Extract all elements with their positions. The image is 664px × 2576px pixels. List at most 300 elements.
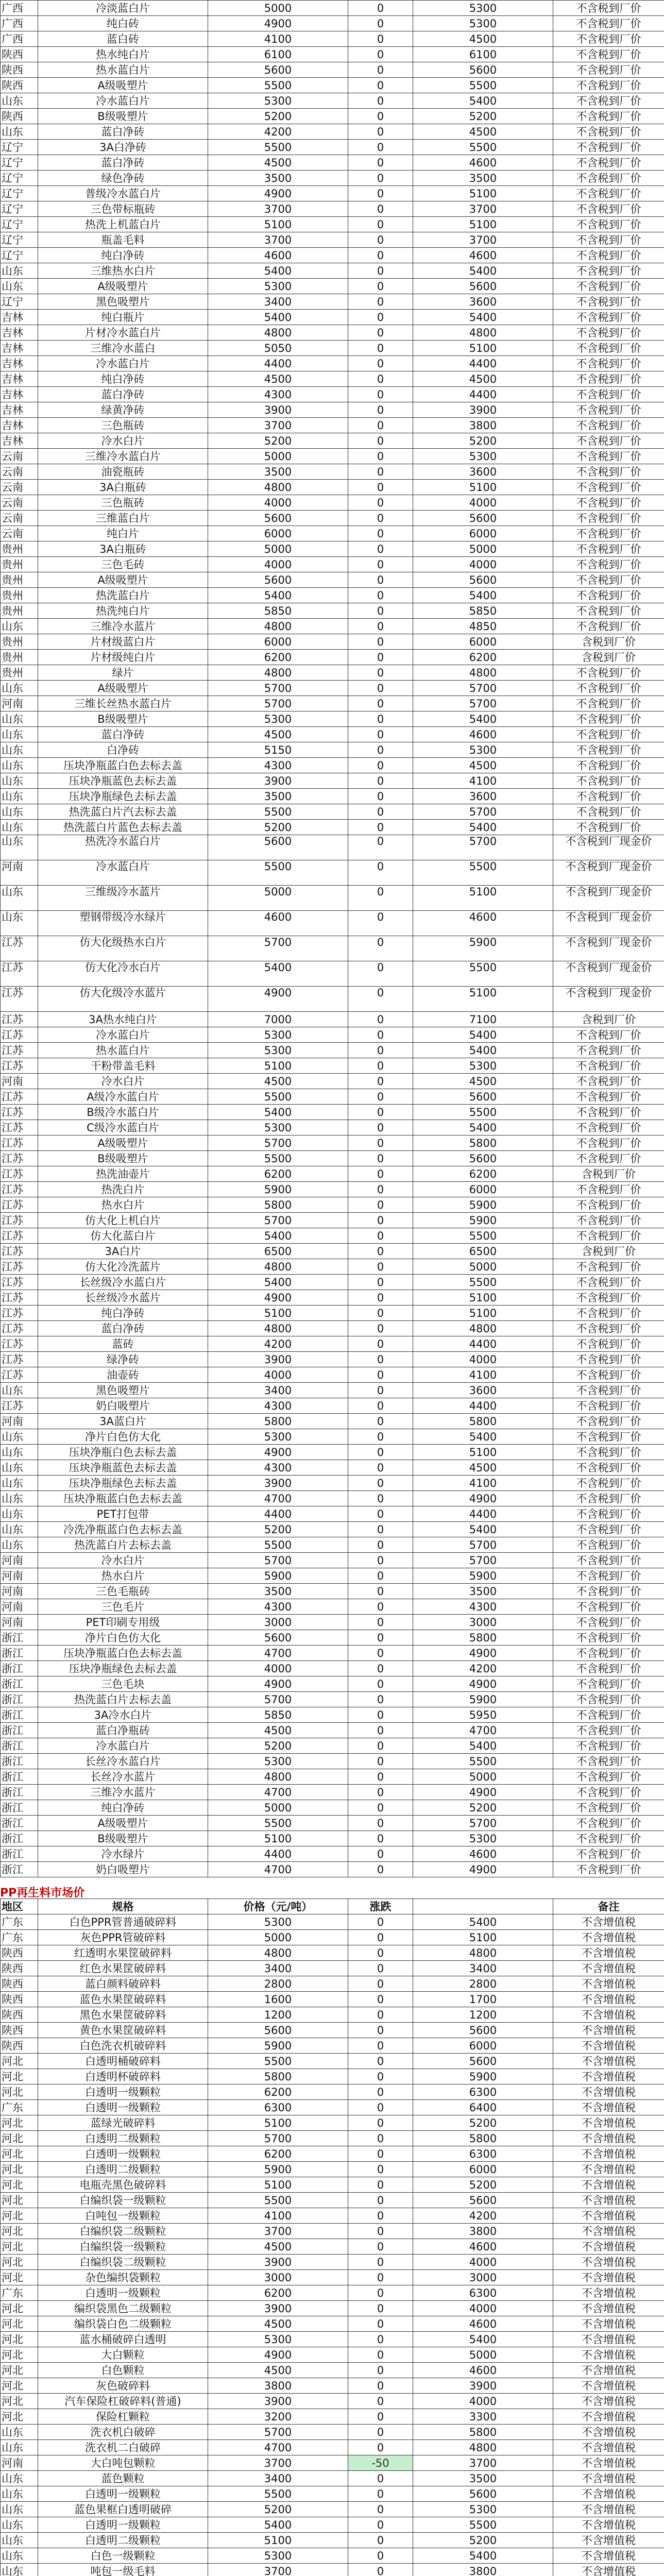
cell-region: 河北	[0, 2409, 38, 2425]
cell-note: 不含税到厂价	[553, 819, 664, 835]
cell-spec: 黄色水果筐破碎料	[38, 2022, 208, 2038]
cell-change: 0	[348, 2069, 413, 2084]
cell-price: 5000	[208, 0, 348, 16]
cell-spec: 3A白瓶砖	[38, 541, 208, 557]
cell-note: 不含税到厂价	[553, 1738, 664, 1754]
cell-note: 不含增值税	[553, 2038, 664, 2054]
cell-change: 0	[348, 371, 413, 387]
cell-price2: 5500	[413, 1104, 553, 1120]
cell-region: 辽宁	[0, 185, 38, 201]
cell-spec: 奶白吸塑片	[38, 1398, 208, 1414]
cell-change: 0	[348, 1929, 413, 1945]
cell-region: 浙江	[0, 1660, 38, 1676]
cell-change: 0	[348, 2501, 413, 2517]
cell-region: 江苏	[0, 1197, 38, 1213]
cell-region: 江苏	[0, 1027, 38, 1043]
cell-note: 不含税到厂价	[553, 31, 664, 47]
cell-price2: 3800	[413, 417, 553, 433]
cell-price: 3500	[208, 170, 348, 186]
cell-spec: 大白吨包颗粒	[38, 2455, 208, 2471]
cell-note: 不含税到厂价	[553, 155, 664, 171]
cell-spec: 绿色净砖	[38, 170, 208, 186]
cell-spec: 白净砖	[38, 742, 208, 758]
cell-change: 0	[348, 961, 413, 987]
cell-spec: 热洗蓝白片去标去盖	[38, 1537, 208, 1553]
cell-price2: 5100	[413, 479, 553, 495]
cell-price2: 3700	[413, 2455, 553, 2471]
cell-spec: 压块净瓶绿色去标去盖	[38, 1475, 208, 1491]
cell-change: 0	[348, 2548, 413, 2564]
cell-spec: 蓝水桶破碎白透明	[38, 2331, 208, 2347]
pp-section-title: PP再生料市场价	[0, 1887, 85, 1900]
cell-change: 0	[348, 665, 413, 681]
cell-price: 4000	[208, 495, 348, 511]
cell-region: 山东	[0, 2439, 38, 2455]
cell-price: 4800	[208, 479, 348, 495]
cell-spec: 红色水果筐破碎料	[38, 1960, 208, 1976]
cell-change: 0	[348, 2517, 413, 2533]
cell-spec: 热洗蓝白片去标去盖	[38, 1691, 208, 1707]
header-price2	[413, 1899, 553, 1914]
cell-region: 辽宁	[0, 247, 38, 263]
cell-note: 不含税到厂价	[553, 603, 664, 619]
cell-change: 0	[348, 1738, 413, 1754]
cell-spec: 热洗白片	[38, 1181, 208, 1197]
cell-price: 4300	[208, 757, 348, 773]
cell-change: 0	[348, 2053, 413, 2069]
cell-price2: 4900	[413, 1861, 553, 1877]
cell-note: 不含税到厂价	[553, 1228, 664, 1244]
cell-change: 0	[348, 1413, 413, 1429]
cell-note: 不含税到厂价	[553, 77, 664, 93]
cell-price: 5600	[208, 1630, 348, 1646]
cell-price: 3700	[208, 2563, 348, 2576]
cell-change: 0	[348, 77, 413, 93]
cell-spec: 冷洗净瓶蓝白色去标去盖	[38, 1521, 208, 1537]
cell-change: 0	[348, 1568, 413, 1584]
cell-note: 不含税到厂价	[553, 1320, 664, 1336]
cell-price2: 5600	[413, 2053, 553, 2069]
cell-change: 0	[348, 139, 413, 155]
cell-price2: 3400	[413, 1960, 553, 1976]
cell-spec: 绿片	[38, 665, 208, 681]
cell-spec: 蓝白颜料破碎料	[38, 1976, 208, 1992]
cell-price2: 3600	[413, 464, 553, 480]
cell-spec: 片材冷水蓝白片	[38, 325, 208, 341]
cell-region: 辽宁	[0, 294, 38, 310]
cell-price: 5300	[208, 2548, 348, 2564]
cell-price2: 5500	[413, 2517, 553, 2533]
cell-note: 不含税到厂价	[553, 1274, 664, 1290]
cell-change: 0	[348, 2115, 413, 2131]
cell-region: 山东	[0, 93, 38, 109]
cell-change: 0	[348, 2022, 413, 2038]
cell-spec: 纯白砖	[38, 15, 208, 31]
cell-change: 0	[348, 1089, 413, 1105]
cell-spec: 白编织袋一级颗粒	[38, 2239, 208, 2255]
cell-note: 不含税到厂价	[553, 526, 664, 541]
cell-change: 0	[348, 1846, 413, 1862]
cell-spec: 压块净瓶蓝白色去标去盖	[38, 757, 208, 773]
cell-region: 山东	[0, 885, 38, 911]
cell-price2: 5600	[413, 62, 553, 78]
cell-region: 吉林	[0, 417, 38, 433]
cell-change: 0	[348, 1599, 413, 1615]
cell-change: 0	[348, 885, 413, 911]
cell-price: 5000	[208, 1929, 348, 1945]
cell-note: 不含增值税	[553, 2517, 664, 2533]
cell-note: 不含增值税	[553, 2007, 664, 2023]
cell-spec: 绿黄净砖	[38, 402, 208, 418]
cell-region: 浙江	[0, 1753, 38, 1769]
cell-price2: 6100	[413, 46, 553, 62]
cell-region: 吉林	[0, 340, 38, 356]
cell-region: 浙江	[0, 1630, 38, 1646]
cell-note: 不含增值税	[553, 2501, 664, 2517]
cell-note: 不含税到厂价	[553, 216, 664, 232]
cell-note: 不含税到厂价	[553, 618, 664, 634]
cell-note: 不含税到厂价	[553, 711, 664, 727]
cell-spec: 干粉带盖毛料	[38, 1058, 208, 1074]
cell-note: 不含税到厂价	[553, 1784, 664, 1800]
cell-price: 5600	[208, 2022, 348, 2038]
cell-spec: 三色毛瓶砖	[38, 1583, 208, 1599]
cell-price: 5400	[208, 1228, 348, 1244]
cell-price: 4000	[208, 556, 348, 572]
cell-change: 0	[348, 1475, 413, 1491]
cell-region: 河北	[0, 2177, 38, 2193]
cell-spec: 冷水白片	[38, 1073, 208, 1089]
cell-region: 江苏	[0, 1058, 38, 1074]
cell-price: 4900	[208, 1676, 348, 1692]
cell-price: 4200	[208, 1336, 348, 1352]
cell-spec: 冷水绿片	[38, 1846, 208, 1862]
cell-price: 5300	[208, 1027, 348, 1043]
cell-price2: 5800	[413, 1630, 553, 1646]
cell-spec: 纯白净砖	[38, 247, 208, 263]
header-price: 价格（元/吨）	[208, 1899, 348, 1914]
cell-price: 5900	[208, 2161, 348, 2177]
cell-region: 山东	[0, 2501, 38, 2517]
cell-price: 5500	[208, 77, 348, 93]
cell-spec: 奶白吸塑片	[38, 1861, 208, 1877]
cell-change: 0	[348, 2192, 413, 2208]
cell-price: 3900	[208, 402, 348, 418]
cell-region: 浙江	[0, 1800, 38, 1816]
cell-price2: 4000	[413, 2393, 553, 2409]
cell-price2: 5500	[413, 77, 553, 93]
cell-note: 不含税到厂价	[553, 665, 664, 681]
cell-price: 5850	[208, 1707, 348, 1723]
cell-spec: 压块净瓶蓝白色去标去盖	[38, 1490, 208, 1506]
cell-spec: 白透明二级颗粒	[38, 2532, 208, 2548]
cell-region: 陕西	[0, 62, 38, 78]
cell-spec: B级吸塑片	[38, 711, 208, 727]
cell-price2: 3600	[413, 294, 553, 310]
cell-price: 6200	[208, 2084, 348, 2100]
cell-price: 3500	[208, 788, 348, 804]
cell-region: 河北	[0, 2115, 38, 2131]
cell-region: 山东	[0, 2532, 38, 2548]
cell-note: 不含税到厂价	[553, 1259, 664, 1275]
cell-spec: 热水白片	[38, 1197, 208, 1213]
cell-price: 6200	[208, 2285, 348, 2301]
cell-note: 不含增值税	[553, 2223, 664, 2239]
cell-change: 0	[348, 309, 413, 325]
cell-price2: 5600	[413, 2192, 553, 2208]
cell-note: 不含税到厂价	[553, 1413, 664, 1429]
cell-spec: 白色PPR管普通破碎料	[38, 1914, 208, 1930]
cell-spec: 热洗蓝白片蓝色去标去盖	[38, 819, 208, 835]
cell-region: 吉林	[0, 371, 38, 387]
cell-price2: 3500	[413, 170, 553, 186]
cell-price: 6100	[208, 46, 348, 62]
cell-price: 4200	[208, 124, 348, 140]
cell-price: 5700	[208, 2424, 348, 2440]
cell-note: 不含税到厂价	[553, 1150, 664, 1166]
cell-region: 吉林	[0, 355, 38, 371]
cell-price2: 5500	[413, 860, 553, 886]
cell-price: 5100	[208, 2115, 348, 2131]
cell-change: 0	[348, 2223, 413, 2239]
cell-change: 0	[348, 986, 413, 1012]
cell-price2: 3000	[413, 1614, 553, 1630]
cell-price: 5200	[208, 1521, 348, 1537]
cell-spec: 长丝冷水蓝片	[38, 1769, 208, 1785]
cell-spec: 白色颗粒	[38, 2362, 208, 2378]
cell-note: 不含税到厂现金价	[553, 860, 664, 886]
cell-price: 5900	[208, 1568, 348, 1584]
cell-price2: 5400	[413, 2548, 553, 2564]
cell-price2: 4600	[413, 726, 553, 742]
cell-note: 不含税到厂价	[553, 1800, 664, 1816]
cell-region: 云南	[0, 479, 38, 495]
cell-change: 0	[348, 1914, 413, 1930]
cell-price2: 5800	[413, 1413, 553, 1429]
cell-price: 4800	[208, 325, 348, 341]
cell-region: 河南	[0, 1073, 38, 1089]
cell-price: 4500	[208, 2362, 348, 2378]
cell-region: 山东	[0, 1382, 38, 1398]
cell-note: 不含税到厂价	[553, 0, 664, 16]
cell-region: 江苏	[0, 1228, 38, 1244]
cell-spec: A级吸塑片	[38, 680, 208, 696]
cell-price: 5900	[208, 1181, 348, 1197]
cell-price2: 6200	[413, 1166, 553, 1182]
cell-region: 陕西	[0, 77, 38, 93]
cell-region: 江苏	[0, 1150, 38, 1166]
cell-change: 0	[348, 1660, 413, 1676]
cell-note: 不含税到厂价	[553, 1351, 664, 1367]
cell-spec: B级吸塑片	[38, 1831, 208, 1846]
cell-change: 0	[348, 2084, 413, 2100]
cell-price: 6200	[208, 1166, 348, 1182]
cell-change: 0	[348, 526, 413, 541]
cell-change: 0	[348, 572, 413, 588]
cell-note: 不含增值税	[553, 2455, 664, 2471]
cell-change: 0	[348, 1274, 413, 1290]
cell-note: 不含税到厂价	[553, 371, 664, 387]
cell-region: 浙江	[0, 1846, 38, 1862]
cell-price: 3900	[208, 1475, 348, 1491]
cell-change: 0	[348, 2254, 413, 2270]
cell-note: 不含税到厂价	[553, 495, 664, 511]
cell-price2: 5500	[413, 1753, 553, 1769]
cell-note: 不含增值税	[553, 2239, 664, 2255]
cell-note: 不含增值税	[553, 1945, 664, 1961]
cell-price: 4800	[208, 1945, 348, 1961]
cell-change: 0	[348, 2161, 413, 2177]
cell-note: 不含税到厂价	[553, 1521, 664, 1537]
cell-price2: 5400	[413, 1738, 553, 1754]
cell-note: 不含税到厂价	[553, 1290, 664, 1306]
cell-spec: 白透明一级颗粒	[38, 2099, 208, 2115]
cell-note: 不含税到厂价	[553, 572, 664, 588]
cell-price2: 5100	[413, 216, 553, 232]
cell-region: 山东	[0, 910, 38, 936]
cell-region: 江苏	[0, 1212, 38, 1228]
cell-change: 0	[348, 232, 413, 248]
cell-change: 0	[348, 1027, 413, 1043]
cell-region: 山东	[0, 2517, 38, 2533]
cell-change: 0	[348, 587, 413, 603]
cell-change: 0	[348, 1290, 413, 1306]
cell-change: 0	[348, 1707, 413, 1723]
cell-spec: 白透明杯破碎料	[38, 2069, 208, 2084]
cell-note: 不含税到厂价	[553, 263, 664, 279]
cell-note: 不含税到厂价	[553, 278, 664, 294]
cell-price: 4900	[208, 15, 348, 31]
cell-change: 0	[348, 910, 413, 936]
cell-price: 5100	[208, 1831, 348, 1846]
cell-change: 0	[348, 402, 413, 418]
cell-region: 江苏	[0, 1011, 38, 1027]
cell-change: 0	[348, 15, 413, 31]
cell-change: 0	[348, 46, 413, 62]
cell-spec: 白透明一级颗粒	[38, 2517, 208, 2533]
cell-note: 不含税到厂价	[553, 1815, 664, 1831]
cell-change: 0	[348, 1861, 413, 1877]
cell-note: 不含增值税	[553, 2022, 664, 2038]
cell-price2: 4400	[413, 1336, 553, 1352]
cell-note: 不含税到厂价	[553, 417, 664, 433]
cell-change: 0	[348, 773, 413, 789]
cell-note: 不含税到厂价	[553, 1444, 664, 1460]
cell-note: 含税到厂价	[553, 1243, 664, 1259]
cell-note: 不含税到厂价	[553, 757, 664, 773]
cell-spec: 仿大化冷洗蓝片	[38, 1259, 208, 1275]
cell-price: 3500	[208, 464, 348, 480]
cell-note: 不含增值税	[553, 1929, 664, 1945]
cell-note: 不含增值税	[553, 1960, 664, 1976]
cell-note: 不含增值税	[553, 1991, 664, 2007]
cell-note: 不含增值税	[553, 2470, 664, 2486]
cell-note: 不含税到厂价	[553, 448, 664, 464]
cell-price: 4800	[208, 1320, 348, 1336]
cell-note: 不含税到厂价	[553, 1568, 664, 1584]
cell-note: 不含税到厂价	[553, 1058, 664, 1074]
cell-price2: 3500	[413, 1583, 553, 1599]
cell-price2: 5500	[413, 1274, 553, 1290]
cell-price2: 5400	[413, 819, 553, 835]
cell-price2: 5850	[413, 603, 553, 619]
cell-change: 0	[348, 1815, 413, 1831]
cell-change: 0	[348, 31, 413, 47]
cell-price: 5700	[208, 2130, 348, 2146]
cell-spec: PET印刷专用级	[38, 1614, 208, 1630]
cell-region: 吉林	[0, 325, 38, 341]
cell-price: 5100	[208, 2532, 348, 2548]
cell-note: 不含增值税	[553, 2208, 664, 2224]
cell-price: 4500	[208, 2239, 348, 2255]
cell-spec: 三色瓶砖	[38, 495, 208, 511]
cell-price: 4500	[208, 371, 348, 387]
cell-region: 山东	[0, 263, 38, 279]
cell-region: 陕西	[0, 1991, 38, 2007]
cell-note: 不含税到厂价	[553, 541, 664, 557]
cell-spec: 编织袋白色二级颗粒	[38, 2316, 208, 2332]
cell-price2: 4500	[413, 31, 553, 47]
cell-note: 不含税到厂价	[553, 788, 664, 804]
cell-price: 5000	[208, 1800, 348, 1816]
cell-spec: 仿大化蓝白片	[38, 1228, 208, 1244]
cell-price: 5100	[208, 1305, 348, 1321]
cell-note: 含税到厂价	[553, 1166, 664, 1182]
cell-price: 5500	[208, 1537, 348, 1553]
cell-change: 0	[348, 1537, 413, 1553]
cell-change: 0	[348, 1181, 413, 1197]
cell-region: 辽宁	[0, 170, 38, 186]
cell-price2: 4800	[413, 665, 553, 681]
cell-spec: 吨包一级毛料	[38, 2563, 208, 2576]
cell-price2: 5800	[413, 2424, 553, 2440]
cell-price: 4800	[208, 1769, 348, 1785]
cell-note: 不含增值税	[553, 2115, 664, 2131]
cell-price: 3200	[208, 2409, 348, 2425]
cell-change: 0	[348, 1228, 413, 1244]
cell-note: 不含税到厂价	[553, 386, 664, 402]
cell-price2: 5400	[413, 1521, 553, 1537]
cell-price2: 5700	[413, 680, 553, 696]
cell-note: 不含税到厂价	[553, 1305, 664, 1321]
cell-price: 5000	[208, 448, 348, 464]
cell-note: 不含税到厂价	[553, 510, 664, 526]
cell-price2: 4100	[413, 1475, 553, 1491]
cell-region: 贵州	[0, 572, 38, 588]
cell-spec: 三维冷水蓝片	[38, 618, 208, 634]
cell-price2: 5500	[413, 1228, 553, 1244]
cell-change: 0	[348, 0, 413, 16]
cell-region: 河北	[0, 2084, 38, 2100]
cell-price2: 2800	[413, 1976, 553, 1992]
cell-region: 山东	[0, 726, 38, 742]
cell-note: 不含税到厂价	[553, 15, 664, 31]
cell-change: 0	[348, 1769, 413, 1785]
cell-region: 陕西	[0, 1960, 38, 1976]
cell-spec: 热洗冷水蓝白片	[38, 835, 208, 860]
cell-change: 0	[348, 1460, 413, 1476]
cell-change: 0	[348, 1135, 413, 1151]
cell-note: 不含税到厂价	[553, 1753, 664, 1769]
cell-region: 山东	[0, 1537, 38, 1553]
cell-spec: 三维冷水蓝白	[38, 340, 208, 356]
cell-price: 4400	[208, 1506, 348, 1522]
cell-price2: 5600	[413, 2486, 553, 2502]
cell-price2: 5100	[413, 340, 553, 356]
cell-change: 0	[348, 1073, 413, 1089]
cell-spec: 蓝白净砖	[38, 726, 208, 742]
cell-price: 6000	[208, 526, 348, 541]
